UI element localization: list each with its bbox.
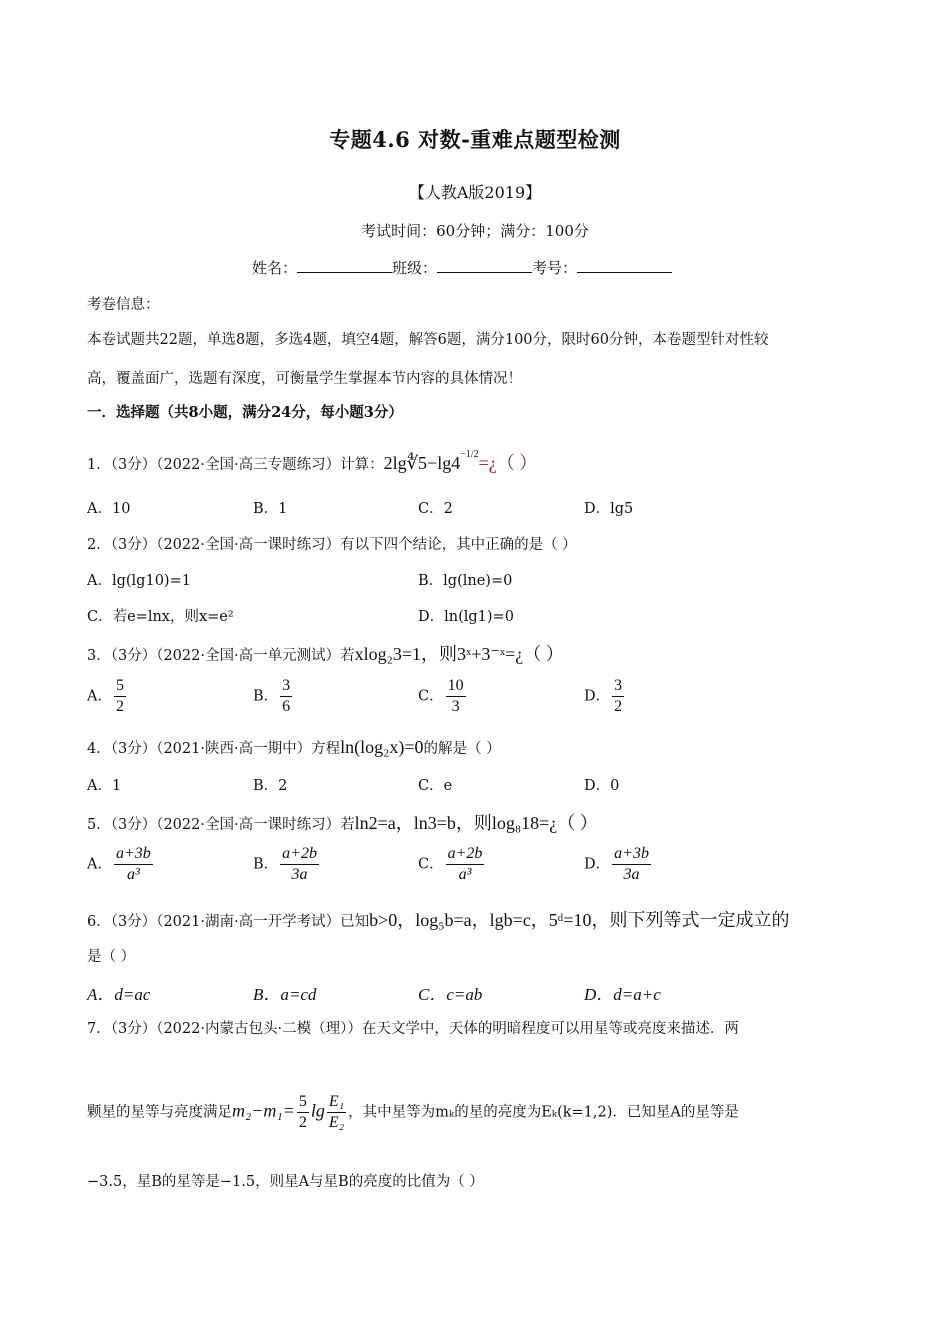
q7-coefficient-fraction [297,1094,309,1131]
numerator: 5 [114,678,126,697]
q1-tail: =¿（ ） [478,453,538,473]
denominator: a³ [458,866,472,883]
q5-expression: ln2=a，ln3=b，则log₈18=¿（ ） [354,813,598,833]
id-label: 考号： [532,259,578,277]
option-label: D． [584,688,611,705]
q3-expression: xlog₂3=1，则3ˣ+3⁻ˣ=¿（ ） [354,644,564,664]
q4-option-a[interactable]: A．1 [87,778,122,794]
q3-option-b[interactable] [253,678,294,715]
q1-option-c[interactable]: C．2 [418,501,453,517]
q1-prefix: 1．（3分）（2022·全国·高三专题练习）计算： [87,457,384,473]
q1-expression: 2lg∜5−lg4 [383,453,461,473]
q2-option-a[interactable]: A．lg(lg10)=1 [87,573,191,589]
q7-brightness-fraction [327,1094,346,1131]
q5-prefix: 5．（3分）（2022·全国·高一课时练习）若 [87,817,355,833]
section-heading: 一．选择题（共8小题，满分24分，每小题3分） [87,404,403,421]
info-heading: 考卷信息： [87,297,160,313]
exam-time: 考试时间：60分钟；满分：100分 [361,222,589,240]
denominator: 6 [282,698,291,715]
q6-expression: b>0，log₅b=a，lgb=c，5ᵈ=10，则下列等式一定成立的 [369,910,790,930]
q5-option-d[interactable] [584,846,653,883]
q5-option-c[interactable] [418,846,486,883]
numerator: a+3b [612,846,651,865]
q6-option-c[interactable]: C．c=ab [418,985,483,1004]
fraction [280,846,319,883]
question-7: 7．（3分）（2022·内蒙古包头·二模（理））在天文学中，天体的明暗程度可以用星等或亮度来描述．两 [87,1021,739,1037]
name-label: 姓名： [252,259,298,277]
option-label: B． [253,856,279,873]
page-title: 专题4.6 对数-重难点题型检测 [329,127,621,152]
numerator: a+3b [114,846,153,865]
option-label: D． [584,856,611,873]
class-field[interactable] [437,258,532,273]
q4-option-c[interactable]: C．e [418,778,453,794]
fraction [446,846,485,883]
q3-prefix: 3．（3分）（2022·全国·高一单元测试）若 [87,648,355,664]
option-label: B． [253,688,279,705]
denominator: 3 [451,698,460,715]
numerator: 3 [612,678,624,697]
denominator: a³ [126,866,140,883]
denominator: 3a [623,866,640,883]
option-label: A． [87,688,112,705]
fraction [280,678,292,715]
q4-prefix: 4．（3分）（2021·陕西·高一期中）方程 [87,741,341,757]
question-1 [87,449,537,475]
q7-line-3: −3.5，星B的星等是−1.5，则星A与星B的亮度的比值为（ ） [87,1174,484,1190]
denominator: E₂ [328,1114,345,1131]
fraction [612,678,624,715]
numerator: a+2b [280,846,319,865]
q3-option-a[interactable] [87,678,128,715]
question-3 [87,640,564,666]
q4-option-b[interactable]: B．2 [253,778,288,794]
numerator: 3 [280,678,292,697]
q6-option-a[interactable]: A．d=ac [87,985,151,1004]
fraction [114,678,126,715]
numerator: 10 [446,678,466,697]
name-field[interactable] [297,258,392,273]
option-label: A． [87,856,112,873]
q4-tail: 的解是（ ） [423,741,501,757]
q1-option-b[interactable]: B．1 [253,501,288,517]
q3-option-c[interactable] [418,678,468,715]
denominator: 3a [291,866,308,883]
fraction [612,846,651,883]
q7-formula-left: m₂−m₁= [232,1100,295,1121]
option-label: C． [418,688,444,705]
q7-text-b: ，其中星等为mₖ的星的亮度为Eₖ(k=1,2)．已知星A的星等是 [348,1104,739,1121]
class-label: 班级： [392,259,438,277]
fraction [446,678,466,715]
q6-option-b[interactable]: B．a=cd [253,985,317,1004]
q7-text-a: 颗星的星等与亮度满足 [87,1104,232,1121]
numerator: 5 [297,1094,309,1113]
q7-lg: lg [310,1100,325,1121]
info-line-1: 本卷试题共22题，单选8题，多选4题，填空4题，解答6题，满分100分，限时60分钟，本卷题型针对性较 [87,332,769,348]
q1-exponent: −1/2 [460,449,479,461]
question-6 [87,906,790,932]
q3-option-d[interactable] [584,678,626,715]
option-label: C． [418,856,444,873]
q2-option-d[interactable]: D．ln(lg1)=0 [418,609,514,625]
denominator: 2 [614,698,623,715]
student-info-row [252,257,672,278]
edition-label: 【人教A版2019】 [408,183,542,202]
numerator: E₁ [327,1094,346,1113]
q7-line-2 [87,1094,739,1131]
question-4 [87,737,501,758]
q1-option-a[interactable]: A．10 [87,501,131,517]
info-line-2: 高，覆盖面广，选题有深度，可衡量学生掌握本节内容的具体情况！ [87,371,522,387]
q5-option-a[interactable] [87,846,155,883]
q6-option-d[interactable]: D．d=a+c [584,985,661,1004]
q4-option-d[interactable]: D．0 [584,778,620,794]
denominator: 2 [115,698,124,715]
question-2: 2．（3分）（2022·全国·高一课时练习）有以下四个结论，其中正确的是（ ） [87,537,577,553]
fraction [114,846,153,883]
q6-prefix: 6．（3分）（2021·湖南·高一开学考试）已知 [87,914,370,930]
q5-option-b[interactable] [253,846,321,883]
numerator: a+2b [446,846,485,865]
id-field[interactable] [577,258,672,273]
q2-option-c[interactable]: C．若e=lnx，则x=e² [87,609,234,625]
q1-option-d[interactable]: D．lg5 [584,501,634,517]
q4-expression: ln(log₂x)=0 [340,737,424,757]
question-5 [87,809,598,835]
q2-option-b[interactable]: B．lg(lne)=0 [418,573,513,589]
q6-line-2: 是（ ） [87,949,136,965]
denominator: 2 [298,1114,307,1131]
